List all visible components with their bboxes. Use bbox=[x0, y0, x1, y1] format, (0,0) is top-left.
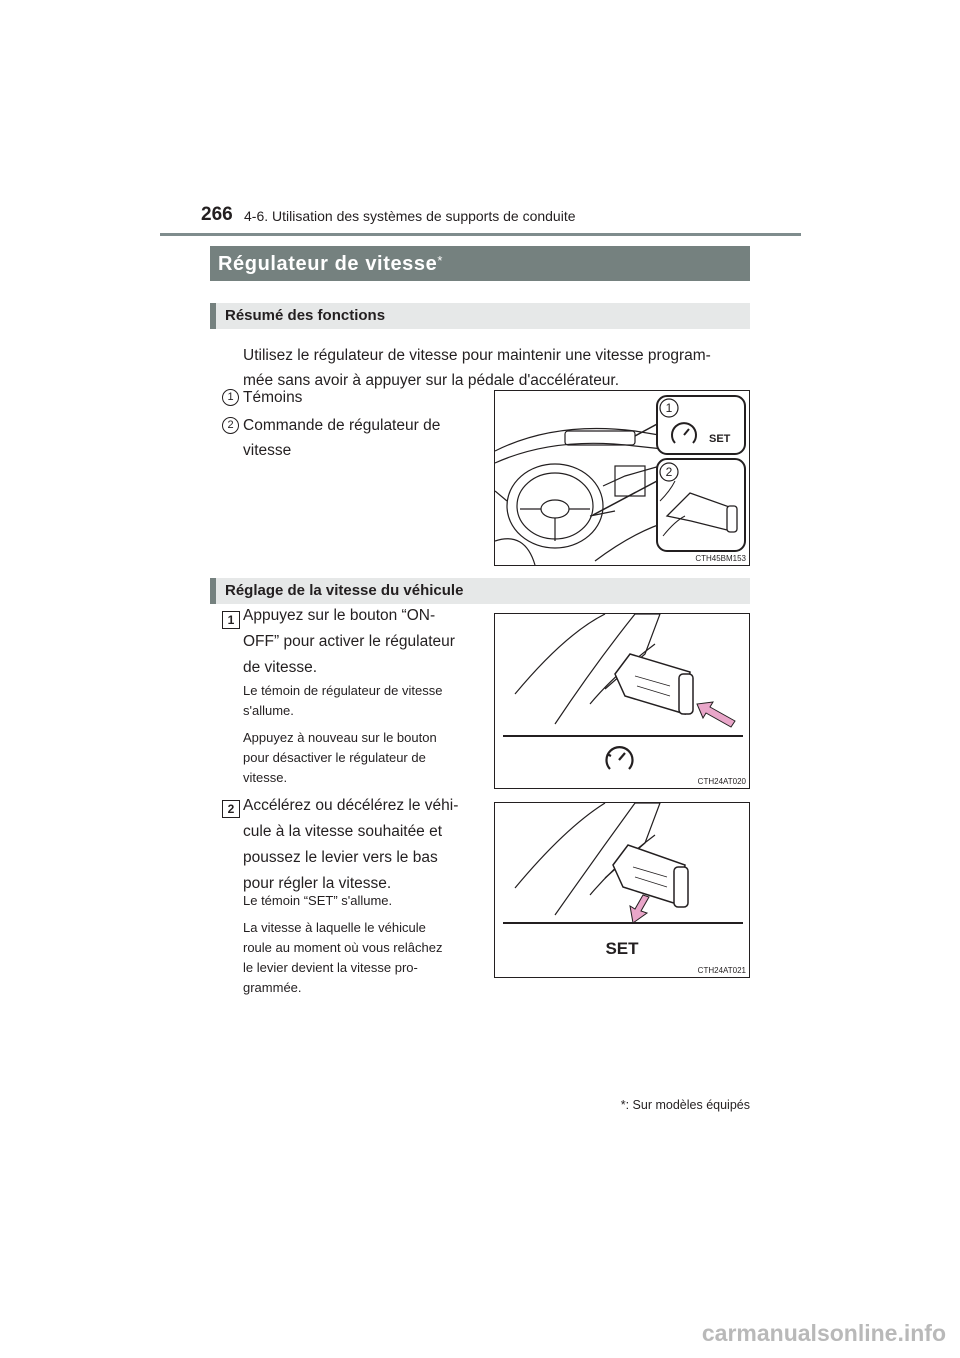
step-note bbox=[243, 918, 480, 998]
figure-code: CTH24AT021 bbox=[697, 966, 746, 975]
step-text-line: poussez le levier vers le bas bbox=[243, 849, 438, 866]
push-arrow-icon bbox=[697, 702, 735, 727]
page-number: 266 bbox=[201, 204, 233, 225]
step-text-line: cule à la vitesse souhaitée et bbox=[243, 823, 443, 840]
figure-code: CTH45BM153 bbox=[695, 554, 746, 563]
intro-paragraph bbox=[243, 343, 750, 393]
cockpit-illustration bbox=[494, 390, 750, 566]
figure-code: CTH24AT020 bbox=[697, 777, 746, 786]
note-line: La vitesse à laquelle le véhicule bbox=[243, 920, 426, 935]
step-text-line: OFF” pour activer le régulateur bbox=[243, 633, 455, 650]
footnote-text: : Sur modèles équipés bbox=[625, 1098, 750, 1112]
set-indicator-label: SET bbox=[605, 939, 639, 958]
page-title-text: Régulateur de vitesse bbox=[218, 253, 438, 275]
step-note bbox=[243, 891, 480, 911]
item-text-line: vitesse bbox=[243, 442, 292, 459]
item-number-circle: 2 bbox=[222, 417, 239, 434]
step-number-box: 2 bbox=[222, 800, 240, 818]
note-line: roule au moment où vous relâchez bbox=[243, 940, 443, 955]
item-text bbox=[243, 413, 480, 463]
note-line: Le témoin de régulateur de vitesse bbox=[243, 683, 443, 698]
intro-line: mée sans avoir à appuyer sur la pédale d'accélérateur. bbox=[243, 372, 620, 389]
item-number-circle: 1 bbox=[222, 389, 239, 406]
lever-set-illustration bbox=[494, 802, 750, 978]
set-indicator-label: SET bbox=[709, 433, 731, 445]
cruise-indicator-icon bbox=[607, 747, 633, 769]
section-heading: Résumé des fonctions bbox=[225, 307, 386, 324]
section-heading-bar bbox=[210, 303, 750, 329]
note-line: s'allume. bbox=[243, 703, 294, 718]
lever-on-off-illustration bbox=[494, 613, 750, 789]
item-text-line: Commande de régulateur de bbox=[243, 417, 441, 434]
chapter-title: 4-6. Utilisation des systèmes de supports de conduite bbox=[244, 208, 576, 224]
note-line: vitesse. bbox=[243, 770, 288, 785]
footnote bbox=[621, 1098, 750, 1112]
callout-number: 2 bbox=[665, 465, 673, 479]
lever-drawing bbox=[495, 803, 749, 977]
step-text-line: pour régler la vitesse. bbox=[243, 875, 392, 892]
push-down-arrow-icon bbox=[630, 895, 649, 923]
step-text-line: Appuyez sur le bouton “ON- bbox=[243, 607, 436, 624]
step-text-line: Accélérez ou décélérez le véhi- bbox=[243, 797, 459, 814]
watermark: carmanualsonline.info bbox=[701, 1320, 946, 1346]
step-text-line: de vitesse. bbox=[243, 659, 318, 676]
callout-number: 1 bbox=[665, 401, 673, 415]
item-text: Témoins bbox=[243, 389, 303, 406]
footnote-asterisk: * bbox=[620, 1098, 626, 1112]
lever-drawing bbox=[495, 614, 749, 788]
page-title bbox=[218, 253, 443, 276]
cruise-lever-icon bbox=[615, 654, 693, 714]
title-asterisk: * bbox=[437, 253, 444, 268]
note-line: pour désactiver le régulateur de bbox=[243, 750, 426, 765]
intro-line: Utilisez le régulateur de vitesse pour maintenir une vitesse program- bbox=[243, 347, 711, 364]
section-heading-bar bbox=[210, 578, 750, 604]
step-note bbox=[243, 728, 480, 788]
header-rule bbox=[160, 233, 801, 236]
cruise-lever-icon bbox=[613, 845, 688, 907]
section-heading: Réglage de la vitesse du véhicule bbox=[225, 582, 464, 599]
step-note bbox=[243, 681, 480, 721]
step-text bbox=[243, 793, 480, 897]
note-line: le levier devient la vitesse pro- bbox=[243, 960, 418, 975]
step-number-box: 1 bbox=[222, 611, 240, 629]
cockpit-drawing bbox=[495, 391, 749, 565]
note-line: Appuyez à nouveau sur le bouton bbox=[243, 730, 437, 745]
note-line: grammée. bbox=[243, 980, 302, 995]
step-text bbox=[243, 603, 480, 681]
note-line: Le témoin “SET” s'allume. bbox=[243, 893, 393, 908]
